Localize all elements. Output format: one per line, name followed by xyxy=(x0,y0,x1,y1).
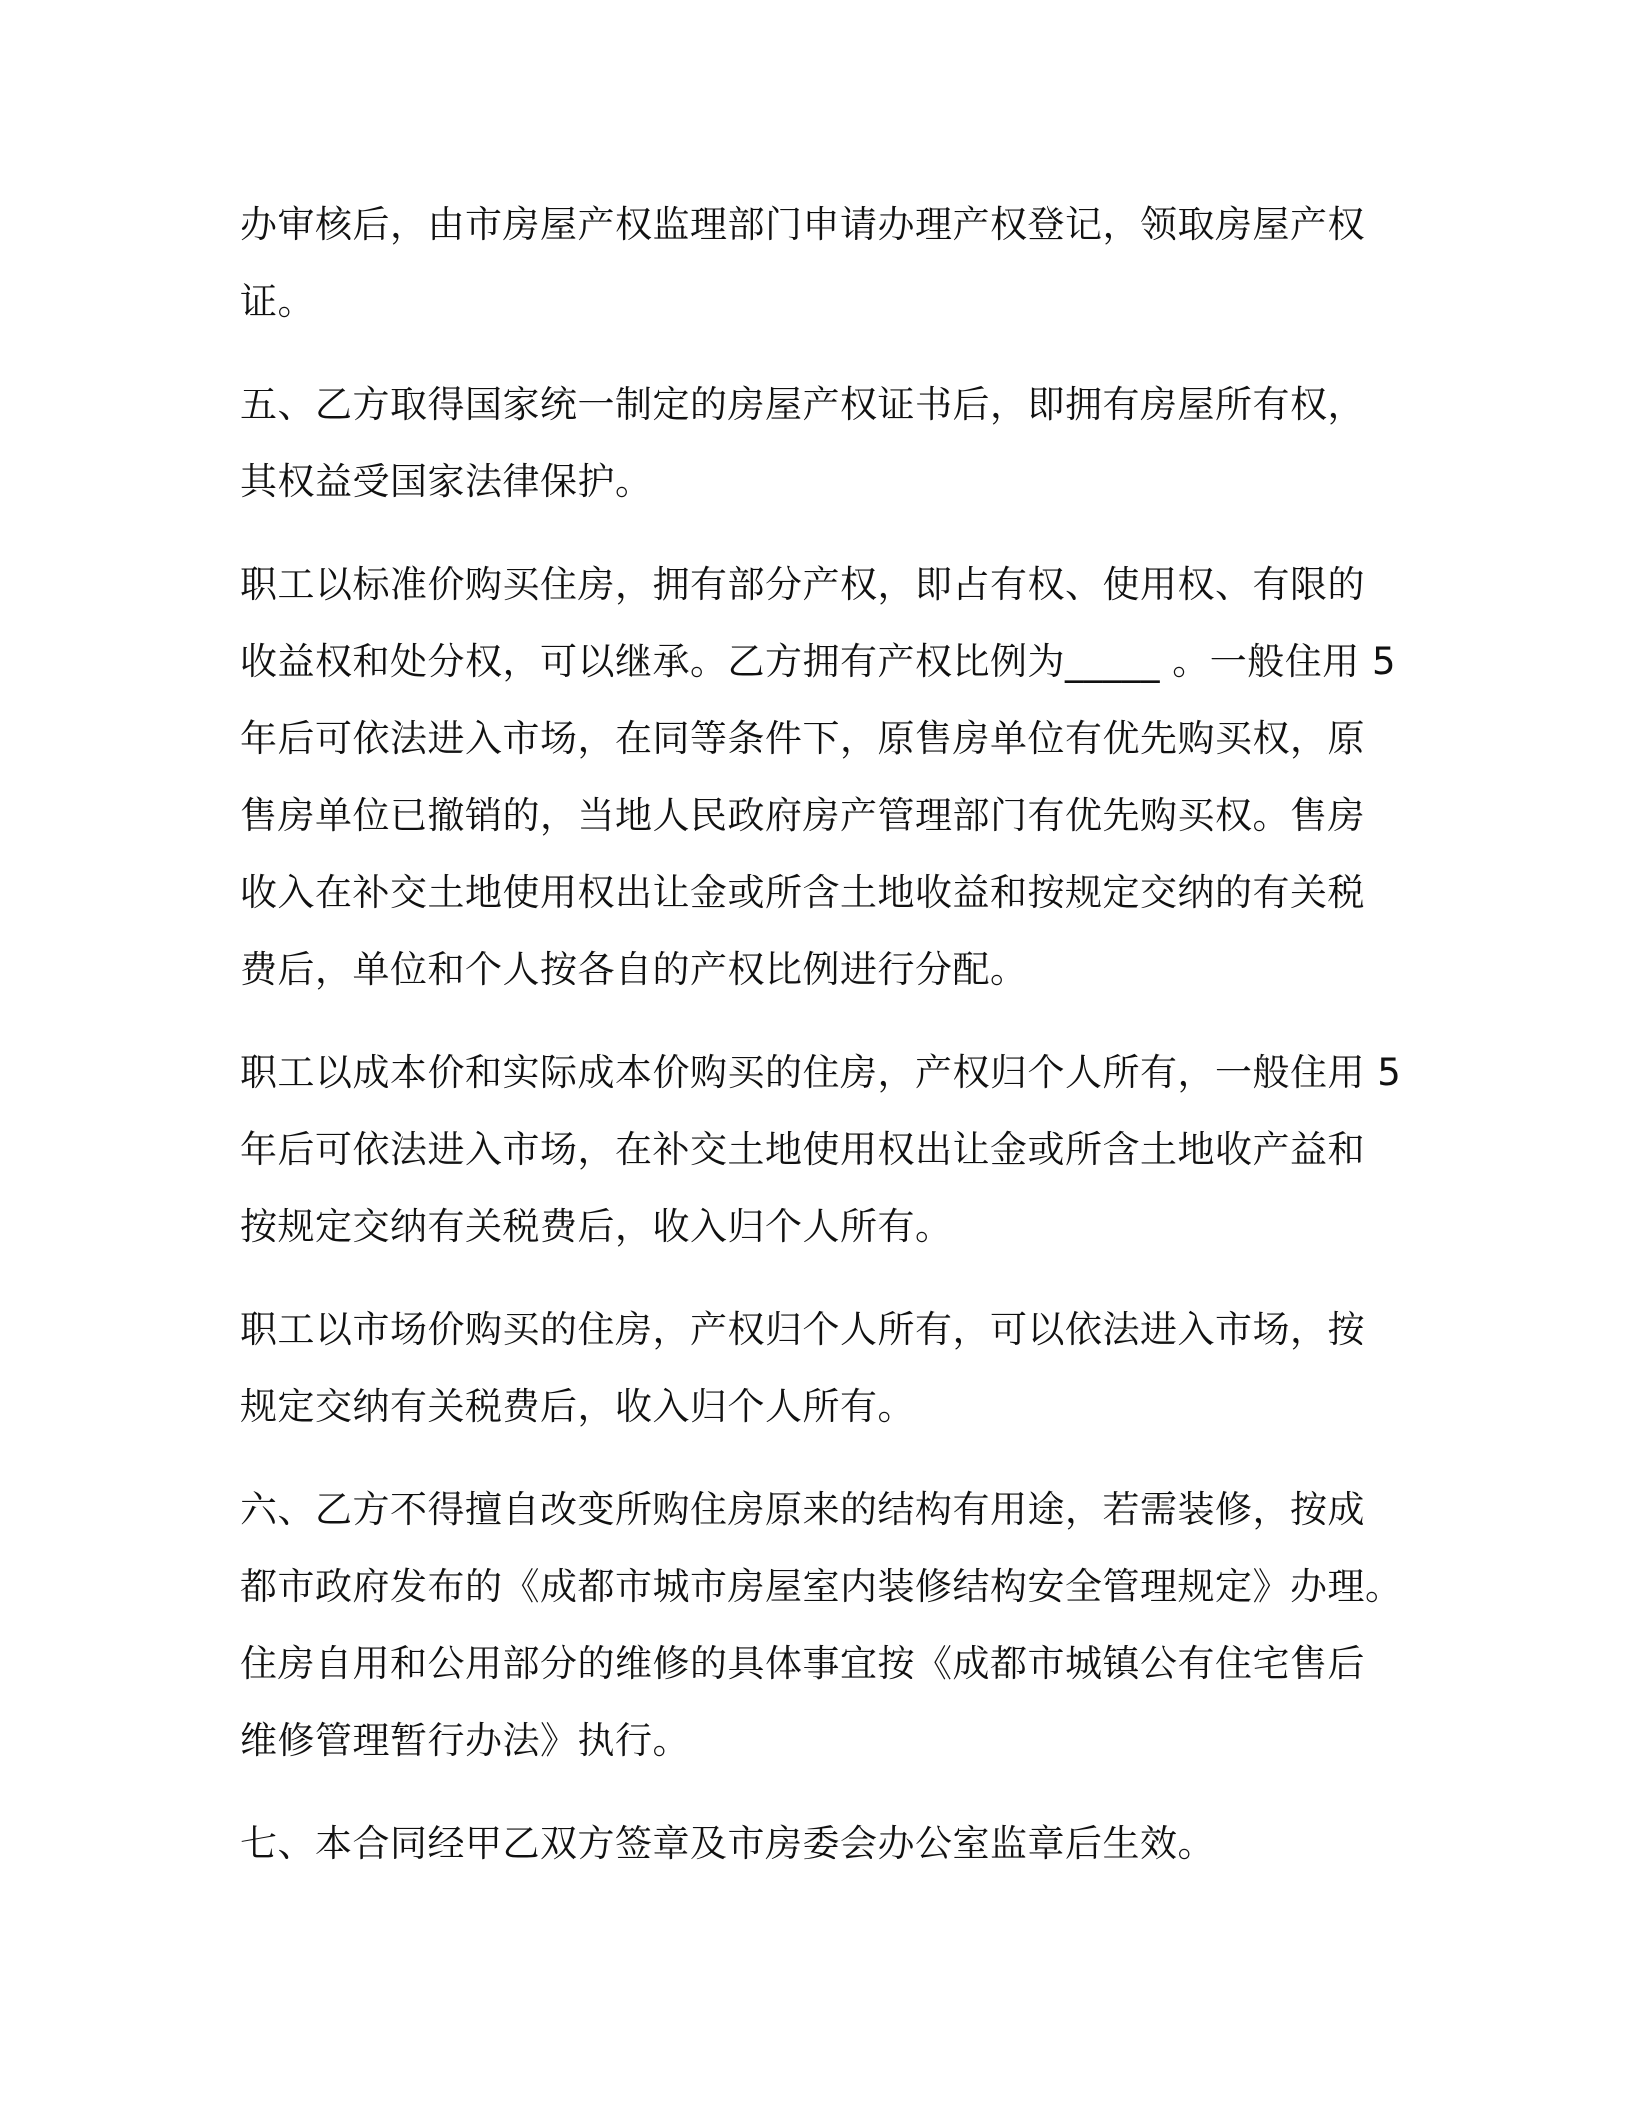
paragraph-clause-6 xyxy=(240,1471,1403,1779)
text-line: 按规定交纳有关税费后，收入归个人所有。 xyxy=(240,1205,953,1248)
text-line: 都市政府发布的《成都市城市房屋室内装修结构安全管理规定》办理。 xyxy=(240,1565,1403,1608)
text-line: 职工以标准价购买住房，拥有部分产权，即占有权、使用权、有限的 xyxy=(240,563,1365,606)
paragraph-market-price xyxy=(240,1291,1400,1445)
text-line: 住房自用和公用部分的维修的具体事宜按《成都市城镇公有住宅售后 xyxy=(240,1642,1365,1685)
text-line: 规定交纳有关税费后，收入归个人所有。 xyxy=(240,1385,915,1428)
paragraph-registration xyxy=(240,186,1400,340)
text-line: 售房单位已撤销的，当地人民政府房产管理部门有优先购买权。售房 xyxy=(240,794,1365,837)
text-line: 年后可依法进入市场，在同等条件下，原售房单位有优先购买权，原 xyxy=(240,717,1365,760)
text-line: 职工以成本价和实际成本价购买的住房，产权归个人所有，一般住用 5 xyxy=(240,1051,1402,1094)
document-page xyxy=(240,186,1403,1908)
text-line: 收入在补交土地使用权出让金或所含土地收益和按规定交纳的有关税 xyxy=(240,871,1365,914)
text-line: 七、本合同经甲乙双方签章及市房委会办公室监章后生效。 xyxy=(240,1822,1215,1865)
text-line: 证。 xyxy=(240,280,315,323)
paragraph-cost-price xyxy=(240,1034,1400,1265)
paragraph-clause-5 xyxy=(240,366,1400,520)
text-line: 维修管理暂行办法》执行。 xyxy=(240,1719,690,1762)
text-line: 费后，单位和个人按各自的产权比例进行分配。 xyxy=(240,948,1028,991)
text-line: 年后可依法进入市场，在补交土地使用权出让金或所含土地收产益和 xyxy=(240,1128,1365,1171)
text-line: 职工以市场价购买的住房，产权归个人所有，可以依法进入市场，按 xyxy=(240,1308,1365,1351)
paragraph-standard-price xyxy=(240,546,1400,1008)
text-line: 其权益受国家法律保护。 xyxy=(240,460,653,503)
text-line: 六、乙方不得擅自改变所购住房原来的结构有用途，若需装修，按成 xyxy=(240,1488,1365,1531)
text-line: 收益权和处分权，可以继承。乙方拥有产权比例为_____ 。一般住用 5 xyxy=(240,640,1397,683)
paragraph-clause-7 xyxy=(240,1805,1400,1882)
text-line: 五、乙方取得国家统一制定的房屋产权证书后，即拥有房屋所有权， xyxy=(240,383,1365,426)
text-line: 办审核后，由市房屋产权监理部门申请办理产权登记，领取房屋产权 xyxy=(240,203,1365,246)
